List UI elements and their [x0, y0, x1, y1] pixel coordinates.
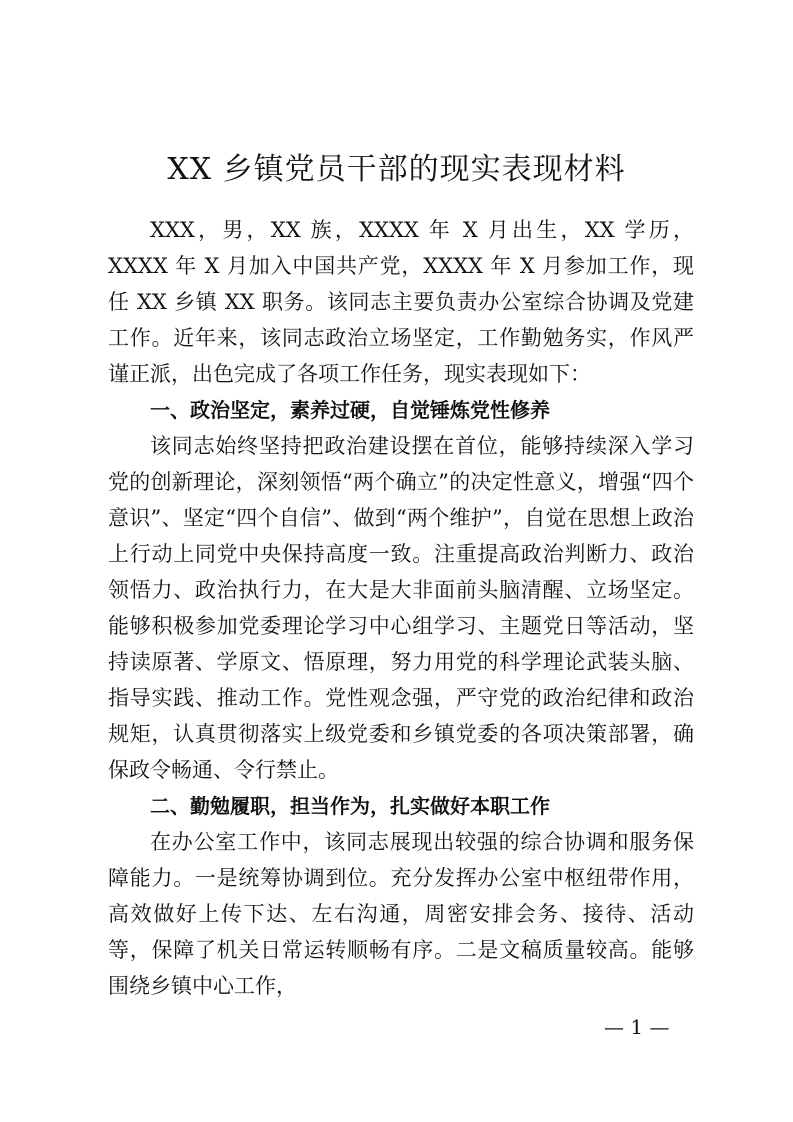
document-title: XX 乡镇党员干部的现实表现材料 [167, 152, 626, 187]
section-heading-2: 二、勤勉履职，担当作为，扎实做好本职工作 [150, 794, 550, 818]
page-number: — 1 — [604, 1015, 670, 1039]
section-paragraph-2: 在办公室工作中，该同志展现出较强的综合协调和服务保障能力。一是统筹协调到位。充分发挥办公室中枢纽带作用，高效做好上传下达、左右沟通，周密安排会务、接待、活动等，保障了机关日常运转顺畅有序。二是文稿质量较高。能够围绕乡镇中心工作， [108, 830, 694, 998]
section-paragraph-1: 该同志始终坚持把政治建设摆在首位，能够持续深入学习党的创新理论，深刻领悟“两个确立”的决定性意义，增强“四个意识”、坚定“四个自信”、做到“两个维护”，自觉在思想上政治上行动上同党中央保持高度一致。注重提高政治判断力、政治领悟力、政治执行力，在大是大非面前头脑清醒、立场坚定。能够积极参加党委理论学习中心组学习、主题党日等活动，坚持读原著、学原文、悟原理，努力用党的科学理论武装头脑、指导实践、推动工作。党性观念强，严守党的政治纪律和政治规矩，认真贯彻落实上级党委和乡镇党委的各项决策部署，确保政令畅通、令行禁止。 [108, 434, 694, 782]
section-heading-1: 一、政治坚定，素养过硬，自觉锤炼党性修养 [150, 398, 550, 422]
document-body [108, 212, 694, 1004]
intro-paragraph: XXX，男，XX 族，XXXX 年 X 月出生，XX 学历，XXXX 年 X 月加入中国共产党，XXXX 年 X 月参加工作，现任 XX 乡镇 XX 职务。该同志主要负责办公室综合协调及党建工作。近年来，该同志政治立场坚定，工作勤勉务实，作风严谨正派，出色完成了各项工作任务，现实表现如下： [108, 218, 694, 386]
